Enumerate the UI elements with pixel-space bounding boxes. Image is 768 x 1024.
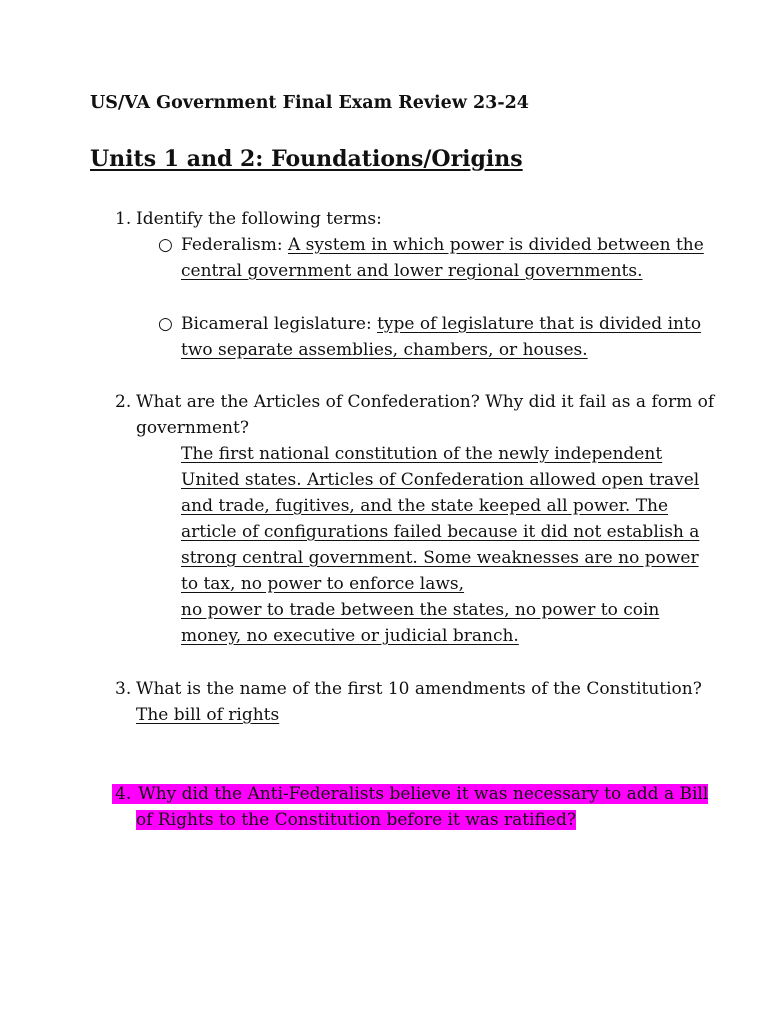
bicameral-answer-line-1: type of legislature that is divided into: [377, 314, 702, 334]
bicameral-item: [181, 311, 701, 337]
question-2-text-line-1: What are the Articles of Confederation? Why did it fail as a form of: [136, 392, 715, 412]
question-4-text-line-1: Why did the Anti-Federalists believe it was necessary to add a Bill: [138, 784, 709, 804]
question-3-answer: The bill of rights: [136, 705, 280, 725]
question-3-number: 3.: [115, 679, 132, 699]
bicameral-answer-line-2: two separate assemblies, chambers, or houses.: [181, 340, 588, 360]
federalism-bullet-icon: ○: [158, 235, 173, 255]
federalism-item: [181, 232, 704, 258]
bicameral-term: Bicameral legislature:: [181, 314, 378, 334]
q2-answer-line-3: and trade, fugitives, and the state keeped all power. The: [181, 496, 669, 516]
q2-answer-line-1: The first national constitution of the newly independent: [181, 444, 663, 464]
question-1-text: Identify the following terms:: [136, 209, 382, 229]
question-4-text-line-2: of Rights to the Constitution before it was ratified?: [136, 810, 576, 830]
question-4-line-2: [136, 807, 576, 833]
q2-answer-line-8: money, no executive or judicial branch.: [181, 626, 519, 646]
question-1-number: 1.: [115, 209, 132, 229]
question-2-text-line-2: government?: [136, 418, 249, 438]
q2-answer-line-2: United states. Articles of Confederation allowed open travel: [181, 470, 700, 490]
question-4-number: 4.: [112, 784, 138, 804]
question-2-number: 2.: [115, 392, 132, 412]
q2-answer-line-6: to tax, no power to enforce laws,: [181, 574, 465, 594]
question-3-text: What is the name of the first 10 amendments of the Constitution?: [136, 679, 702, 699]
q2-answer-line-7: no power to trade between the states, no power to coin: [181, 600, 660, 620]
federalism-answer-line-1: A system in which power is divided between the: [287, 235, 704, 255]
federalism-answer-line-2: central government and lower regional governments.: [181, 261, 643, 281]
bicameral-bullet-icon: ○: [158, 314, 173, 334]
document-title: US/VA Government Final Exam Review 23-24: [90, 93, 529, 113]
unit-heading: Units 1 and 2: Foundations/Origins: [90, 146, 523, 172]
q2-answer-line-4: article of configurations failed because it did not establish a: [181, 522, 700, 542]
q2-answer-line-5: strong central government. Some weaknesses are no power: [181, 548, 699, 568]
federalism-term: Federalism:: [181, 235, 288, 255]
question-4-line-1: [112, 781, 708, 807]
